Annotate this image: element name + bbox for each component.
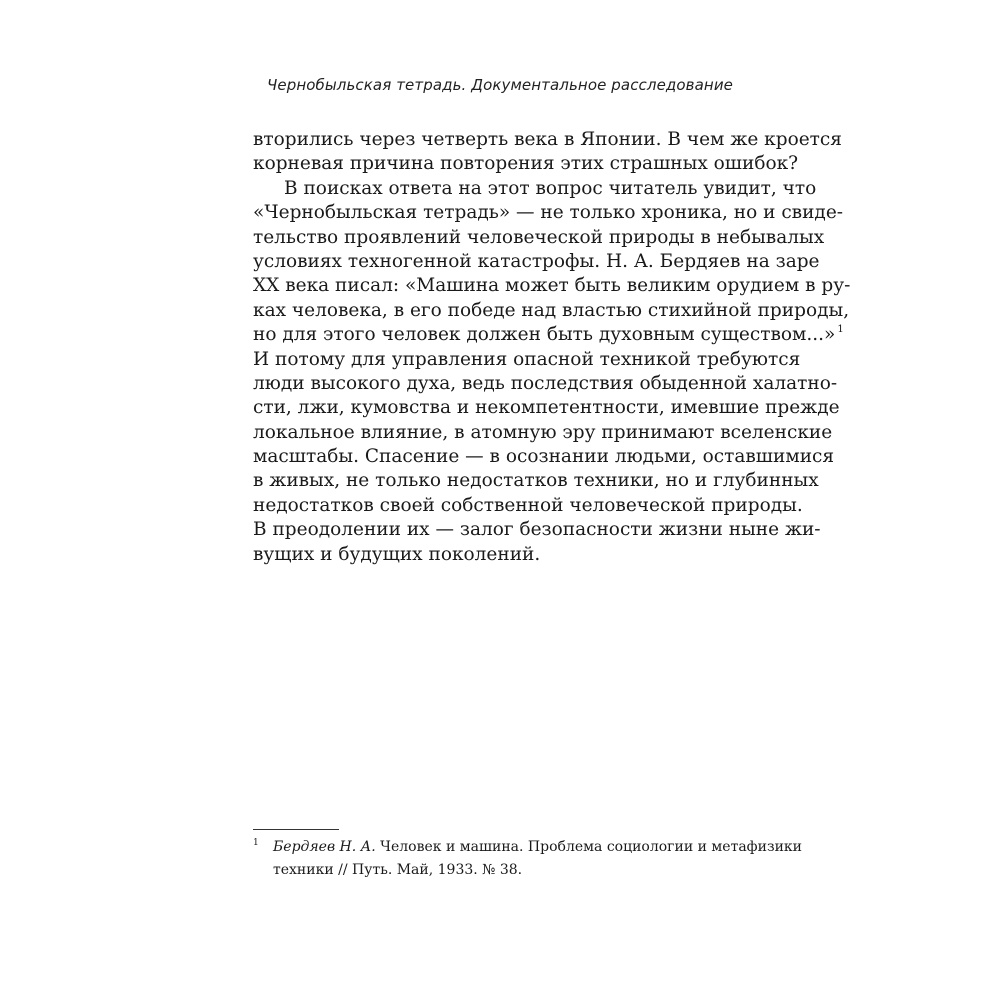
body-line: ках человека, в его победе над властью стихийной природы, xyxy=(253,299,850,321)
body-line: сти, лжи, кумовства и некомпетентности, имевшие прежде xyxy=(253,397,840,419)
running-head: Чернобыльская тетрадь. Документальное расследование xyxy=(266,76,733,94)
body-line: люди высокого духа, ведь последствия обыденной халатно- xyxy=(253,372,838,394)
footnote-author: Бердяев Н. А. xyxy=(273,839,376,855)
body-line: масштабы. Спасение — в осознании людьми, оставшимися xyxy=(253,446,835,468)
body-line: корневая причина повторения этих страшных ошибок? xyxy=(253,153,799,175)
body-line: вторились через четверть века в Японии. В чем же кроется xyxy=(253,129,842,150)
body-line: локальное влияние, в атомную эру принимают вселенские xyxy=(253,421,833,443)
body-line: В преодолении их — залог безопасности жизни ныне жи- xyxy=(253,519,821,541)
footnote-number: 1 xyxy=(253,838,259,848)
footnote-line xyxy=(253,836,803,859)
body-text xyxy=(253,128,851,567)
body-line: XX века писал: «Машина может быть великим орудием в ру- xyxy=(253,275,851,297)
body-line: И потому для управления опасной техникой требуются xyxy=(253,348,801,370)
body-line: условиях техногенной катастрофы. Н. А. Бердяев на заре xyxy=(253,250,820,272)
body-line-with-footnote-ref xyxy=(253,323,844,347)
body-line: но для этого человек должен быть духовным существом...» xyxy=(253,324,836,346)
footnote-line: техники // Путь. Май, 1933. № 38. xyxy=(273,862,523,878)
body-line: «Чернобыльская тетрадь» — не только хроника, но и свиде- xyxy=(253,202,844,224)
body-line: вущих и будущих поколений. xyxy=(253,543,541,565)
body-line: тельство проявлений человеческой природы в небывалых xyxy=(253,226,825,248)
footnote-text: Человек и машина. Проблема социологии и метафизики xyxy=(375,839,803,855)
footnote xyxy=(253,836,803,882)
body-line: недостатков своей собственной человеческой природы. xyxy=(253,494,803,516)
body-line: В поисках ответа на этот вопрос читатель увидит, что xyxy=(284,177,817,199)
footnote-reference[interactable]: 1 xyxy=(837,324,844,336)
footnote-divider xyxy=(253,829,339,830)
body-line: в живых, не только недостатков техники, но и глубинных xyxy=(253,470,819,492)
